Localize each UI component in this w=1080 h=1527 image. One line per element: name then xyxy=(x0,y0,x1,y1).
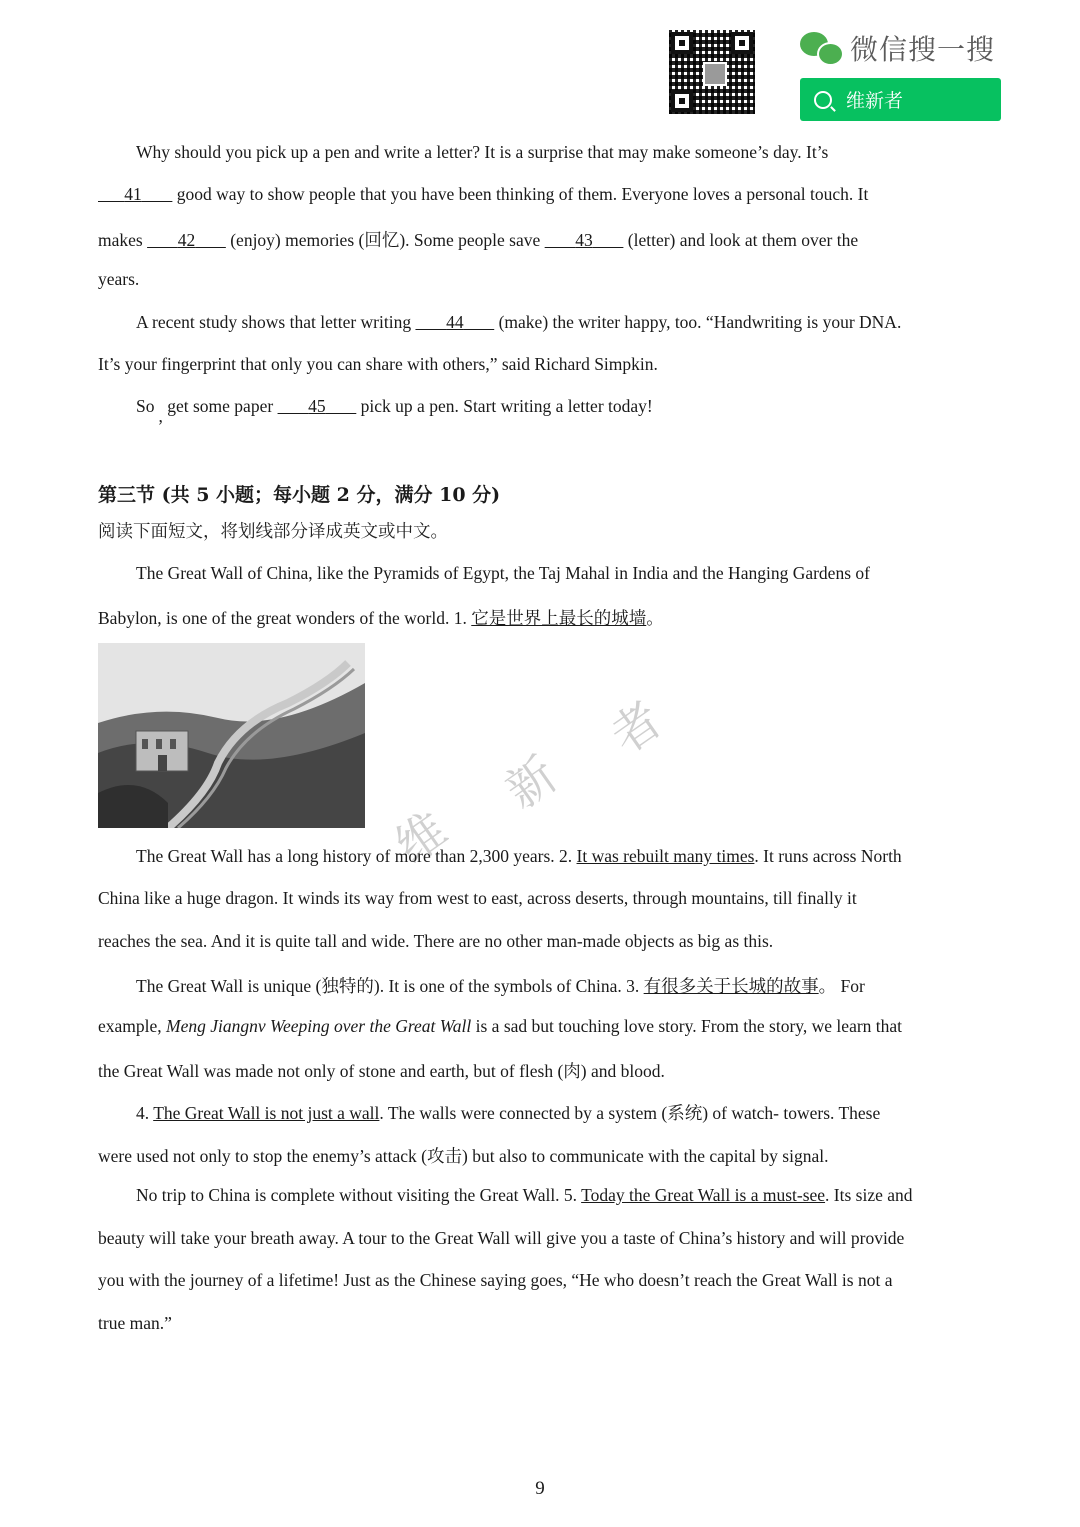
passage-a-line-4: years. xyxy=(98,269,140,289)
wechat-search-brand xyxy=(800,28,995,68)
passage-b-line-11: No trip to China is complete without visiting the Great Wall. 5. Today the Great Wall is a must-see. Its size and xyxy=(136,1185,913,1205)
blank-44[interactable]: 44 xyxy=(446,312,464,332)
blank-42[interactable]: 42 xyxy=(177,230,196,250)
translate-item-1: 它是世界上最长的城墙 xyxy=(471,608,647,628)
passage-a-line-6: It’s your fingerprint that only you can share with others,” said Richard Simpkin. xyxy=(98,354,658,374)
passage-b-line-9: 4. The Great Wall is not just a wall. The walls were connected by a system (系统) of watch- towers. These xyxy=(136,1103,881,1123)
great-wall-photo xyxy=(98,643,365,828)
search-text: 维新者 xyxy=(846,90,904,112)
passage-b-line-8: the Great Wall was made not only of stone and earth, but of flesh (肉) and blood. xyxy=(98,1061,665,1081)
search-icon xyxy=(814,91,832,109)
page-number: 9 xyxy=(535,1478,545,1499)
passage-b-line-1: The Great Wall of China, like the Pyramids of Egypt, the Taj Mahal in India and the Hanging Gardens of xyxy=(136,563,870,583)
passage-b-line-4: China like a huge dragon. It winds its way from west to east, across deserts, through mountains, till finally it xyxy=(98,888,857,908)
passage-b-line-14: true man.” xyxy=(98,1313,172,1333)
watermark-char-3: 者 xyxy=(600,691,673,765)
passage-a-line-1: Why should you pick up a pen and write a letter? It is a surprise that may make someone’s day. It’s xyxy=(136,142,829,162)
section-title: 第三节 (共 5 小题；每小题 2 分，满分 10 分) xyxy=(98,484,501,506)
wechat-search-label: 微信搜一搜 xyxy=(850,33,996,66)
passage-b-line-5: reaches the sea. And it is quite tall and wide. There are no other man-made objects as big as this. xyxy=(98,931,774,951)
passage-b-line-6: The Great Wall is unique (独特的). It is one of the symbols of China. 3. 有很多关于长城的故事。 For xyxy=(136,976,865,996)
passage-a-line-2: 41 good way to show people that you have been thinking of them. Everyone loves a personal touch. It xyxy=(98,184,984,205)
qr-avatar xyxy=(703,62,727,86)
passage-b-line-3: The Great Wall has a long history of more than 2,300 years. 2. It was rebuilt many times. It runs across North xyxy=(136,846,902,866)
blank-41[interactable]: 41 xyxy=(124,184,142,204)
passage-a-line-7: So , get some paper 45 pick up a pen. Start writing a letter today! xyxy=(136,396,653,426)
passage-a-line-3: makes 42 (enjoy) memories (回忆). Some people save 43 (letter) and look at them over the xyxy=(98,230,859,250)
passage-a-line-5: A recent study shows that letter writing 44 (make) the writer happy, too. “Handwriting is your DNA. xyxy=(136,312,902,332)
translate-item-5: Today the Great Wall is a must-see xyxy=(581,1185,826,1205)
passage-b-line-12: beauty will take your breath away. A tour to the Great Wall will give you a taste of China’s history and will provide xyxy=(98,1228,905,1248)
translate-item-3: 有很多关于长城的故事 xyxy=(643,976,819,996)
wechat-search-box[interactable] xyxy=(800,78,1001,121)
blank-43[interactable]: 43 xyxy=(575,230,593,250)
translate-item-2: It was rebuilt many times xyxy=(576,846,755,866)
section-instruction: 阅读下面短文，将划线部分译成英文或中文。 xyxy=(98,522,448,542)
passage-b-line-7: example, Meng Jiangnv Weeping over the Great Wall is a sad but touching love story. From the story, we learn that xyxy=(98,1016,903,1036)
blank-45[interactable]: 45 xyxy=(308,396,326,416)
translate-item-4: The Great Wall is not just a wall xyxy=(153,1103,380,1123)
watermark-char-2: 新 xyxy=(495,746,568,820)
qr-code xyxy=(669,30,755,114)
passage-b-line-13: you with the journey of a lifetime! Just as the Chinese saying goes, “He who doesn’t reach the Great Wall is not a xyxy=(98,1270,893,1290)
passage-b-line-2: Babylon, is one of the great wonders of the world. 1. 它是世界上最长的城墙。 xyxy=(98,608,664,628)
wechat-logo-icon xyxy=(800,30,840,66)
passage-b-line-10: were used not only to stop the enemy’s attack (攻击) but also to communicate with the capital by signal. xyxy=(98,1146,829,1166)
watermark-char-1: 维 xyxy=(385,801,458,875)
